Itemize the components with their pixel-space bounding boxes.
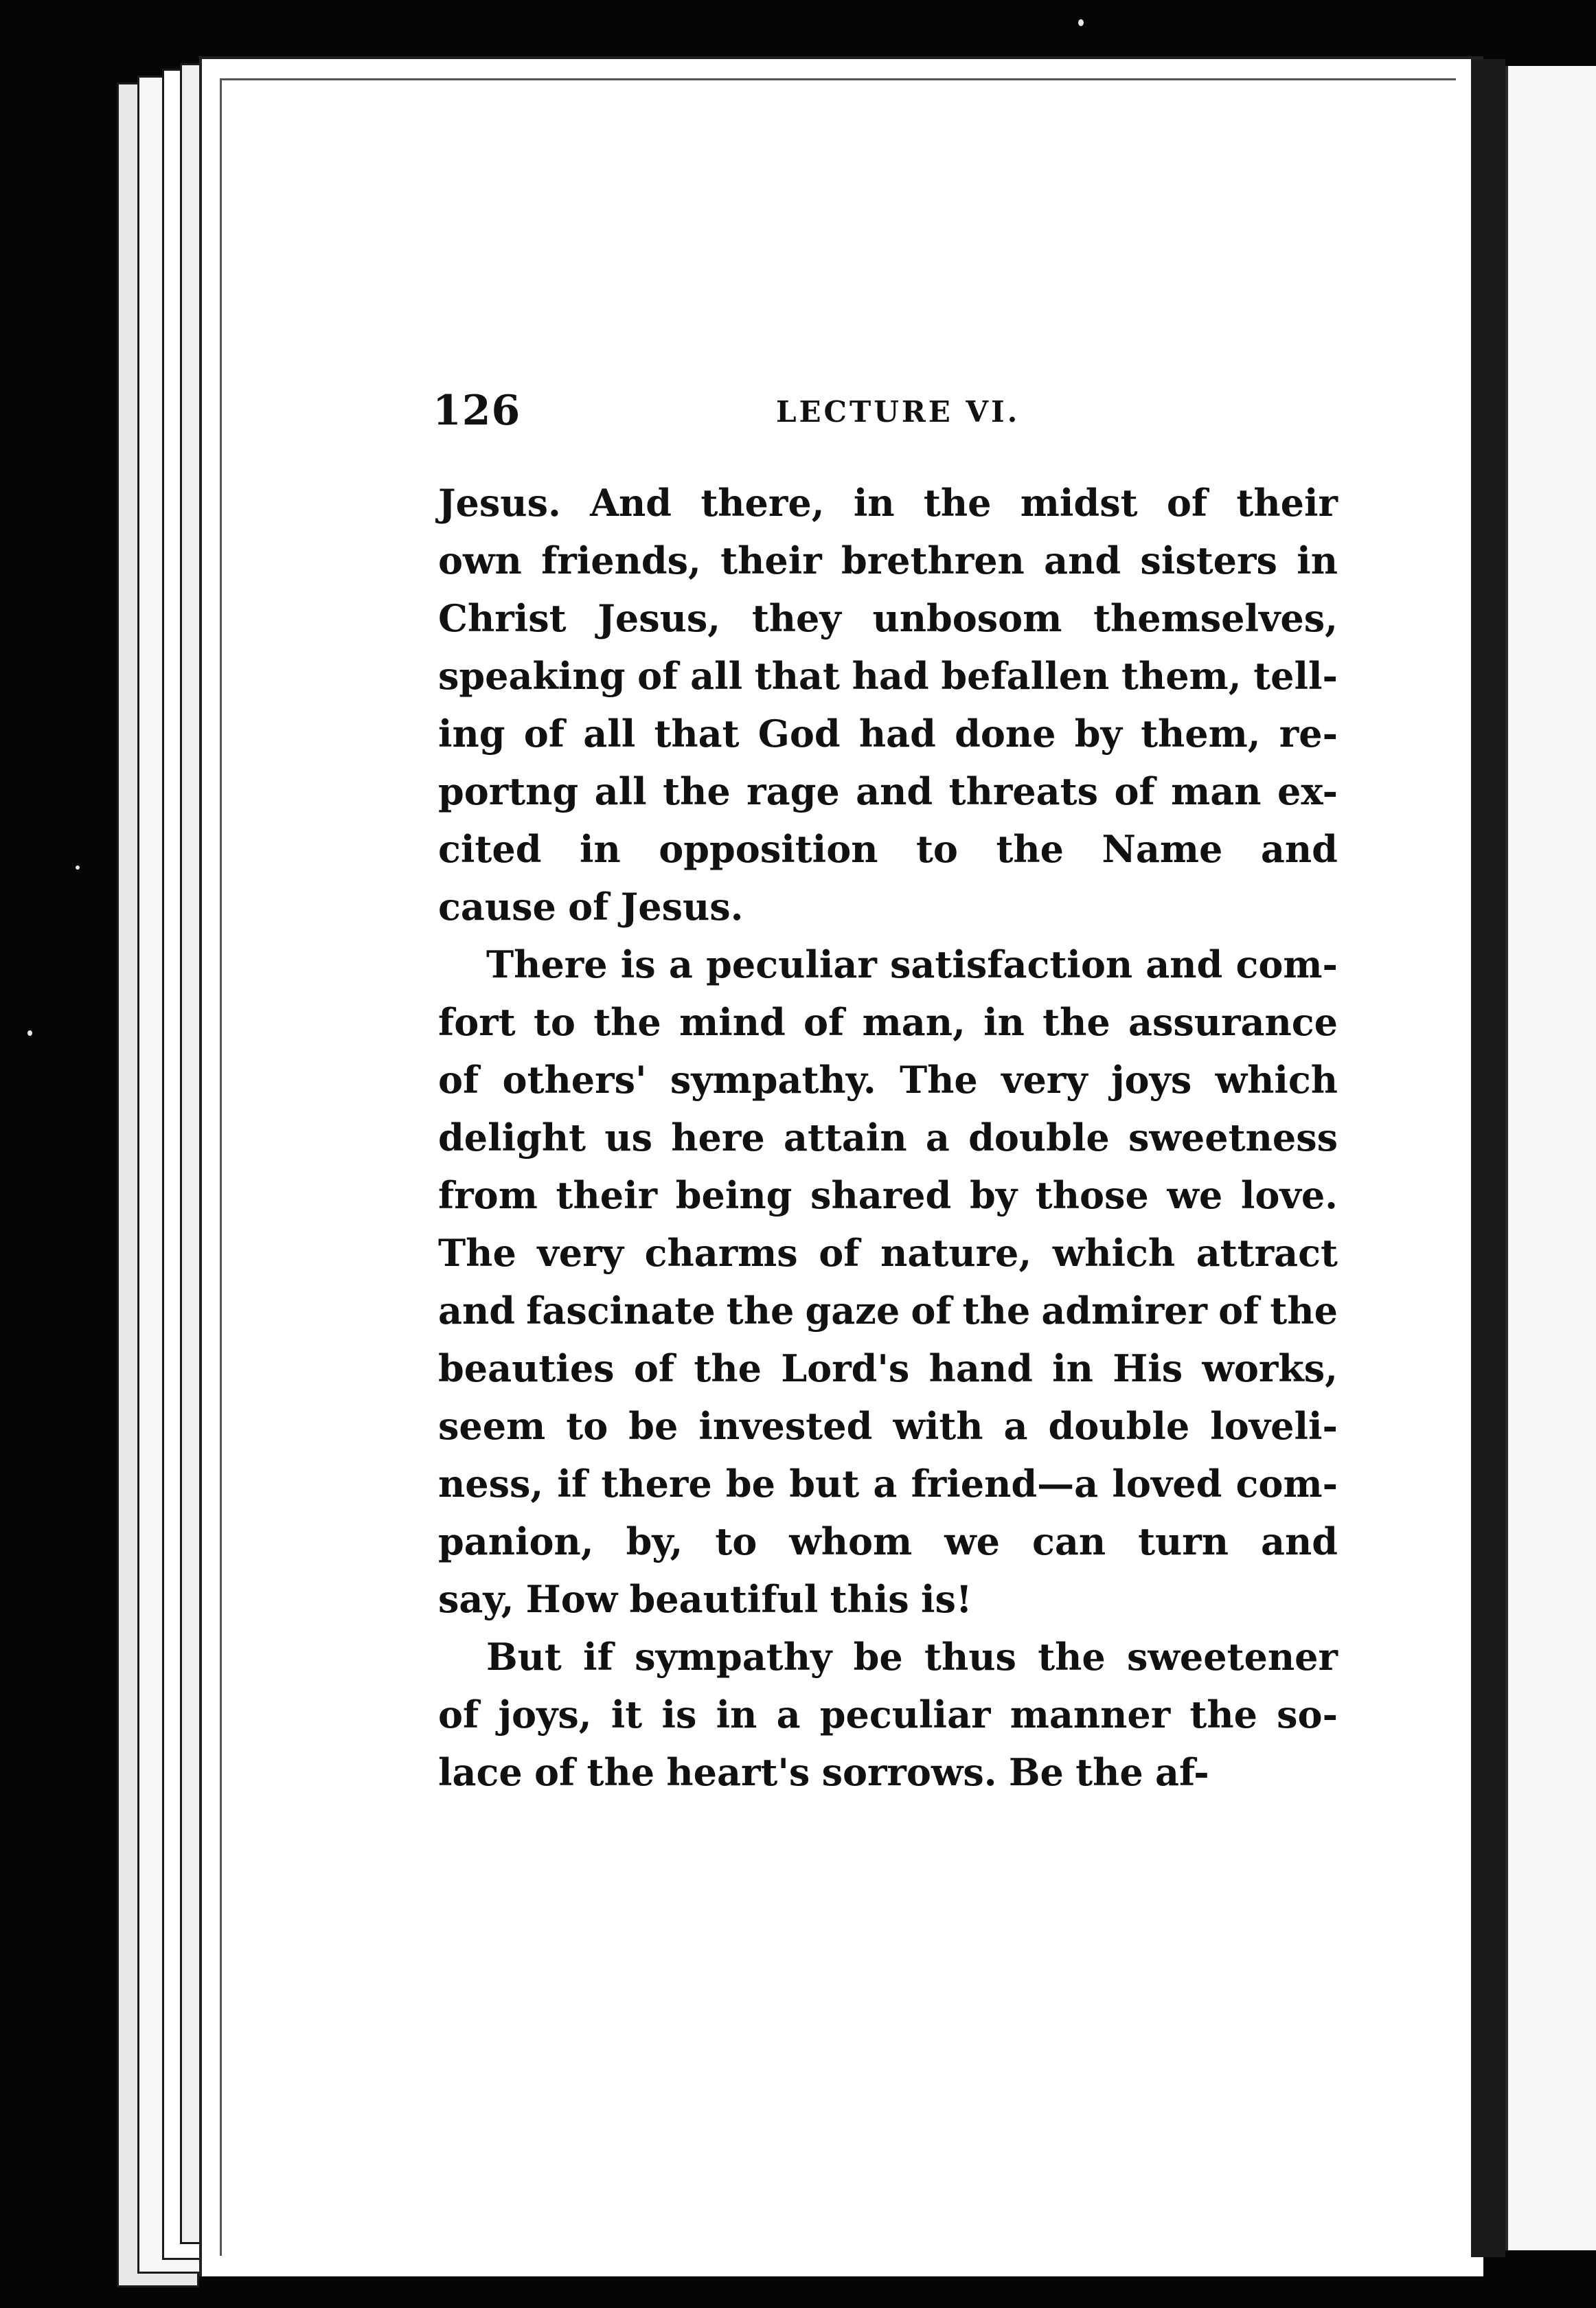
text-line: fort to the mind of man, in the assurance	[438, 1000, 1338, 1044]
text-line: lace of the heart's sorrows. Be the af-	[438, 1750, 1209, 1794]
book-gutter	[1471, 59, 1505, 2257]
body-text	[438, 474, 1338, 1801]
text-line: There is a peculiar satisfaction and com-	[486, 942, 1338, 986]
adjacent-page	[1505, 66, 1596, 2250]
page-header	[433, 387, 1339, 449]
paragraph	[438, 474, 1338, 936]
text-line: ness, if there be but a friend—a loved com-	[438, 1462, 1338, 1506]
text-line: Christ Jesus, they unbosom themselves,	[438, 596, 1338, 640]
text-line: seem to be invested with a double loveli-	[438, 1404, 1338, 1448]
text-line: The very charms of nature, which attract	[438, 1231, 1338, 1275]
text-line: say, How beautiful this is!	[438, 1577, 972, 1621]
text-line: of others' sympathy. The very joys which	[438, 1058, 1338, 1102]
text-line: and fascinate the gaze of the admirer of the	[438, 1289, 1338, 1333]
text-line: from their being shared by those we love.	[438, 1173, 1338, 1217]
text-line: delight us here attain a double sweetness	[438, 1116, 1338, 1159]
text-line: beauties of the Lord's hand in His works,	[438, 1346, 1338, 1390]
scan-speck	[1078, 19, 1084, 26]
text-line: panion, by, to whom we can turn and	[438, 1519, 1338, 1563]
text-line: cause of Jesus.	[438, 885, 744, 929]
paragraph	[438, 1628, 1338, 1801]
page-number: 126	[433, 387, 521, 435]
paragraph	[438, 936, 1338, 1628]
text-line: cited in opposition to the Name and	[438, 827, 1338, 871]
text-line: speaking of all that had befallen them, tell-	[438, 654, 1338, 698]
text-line: own friends, their brethren and sisters in	[438, 539, 1338, 582]
text-line: But if sympathy be thus the sweetener	[486, 1635, 1338, 1679]
text-line: Jesus. And there, in the midst of their	[438, 481, 1338, 525]
running-head: LECTURE VI.	[776, 395, 1021, 429]
text-line: of joys, it is in a peculiar manner the so-	[438, 1693, 1338, 1736]
scan-speck	[76, 866, 80, 870]
text-line: portng all the rage and threats of man ex-	[438, 769, 1338, 813]
text-line: ing of all that God had done by them, re-	[438, 712, 1338, 756]
scan-speck	[27, 1030, 32, 1036]
